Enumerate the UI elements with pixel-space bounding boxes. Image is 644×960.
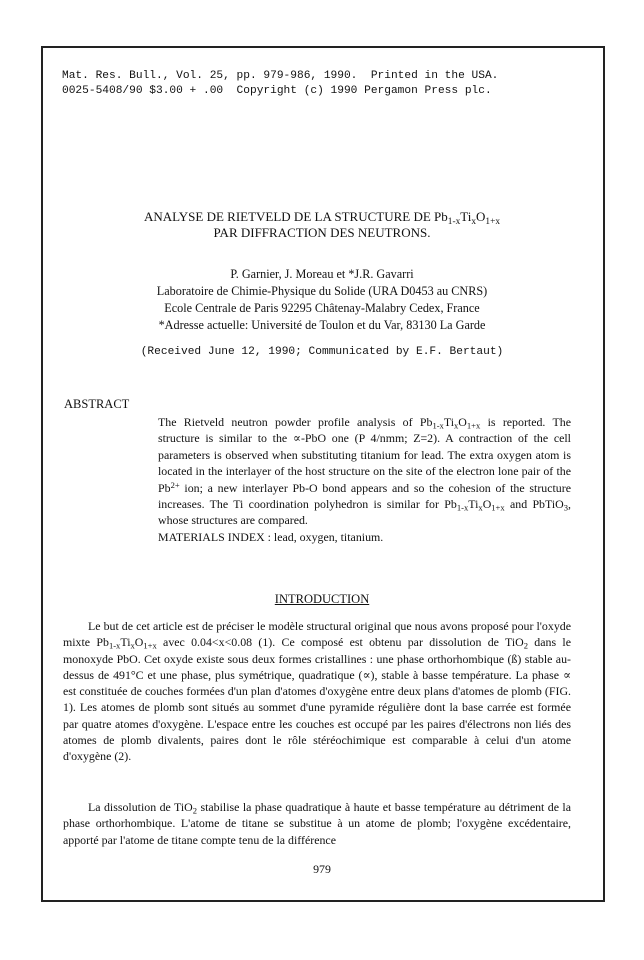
- abstract-text: The Rietveld neutron powder profile analysis of $Pb_{1-x}Ti_xO_{1+x}$ is reported. The structure is similar to the ∝-PbO one (P 4/nmm; Z=2). A contraction of the cell parameters is observed when substituting titanium for lead. The extra oxygen atom is located in the interlayer of the host structure on the site of the electron lone pair of the $Pb^{2+}$ ion; a new interlayer Pb-O bond appears and so the cohesion of the structure increases. The Ti coordination polyhedron is similar for $Pb_{1-x}Ti_xO_{1+x}$ and PbTiO$_3$, whose structures are compared. MATERIALS INDEX : lead, oxygen, titanium.: [158, 415, 572, 544]
- intro-paragraph-2: La dissolution de TiO$_2$ stabilise la phase quadratique à haute et basse température au détriment de la phase orthorhombique. L'atome de titane se substitue à un atome de plomb; l'oxygène excédentaire, apporté par l'atome de titane compte tenu de la différence: [63, 800, 571, 847]
- introduction-heading: INTRODUCTION: [274, 592, 370, 606]
- affiliation-3: *Adresse actuelle: Université de Toulon et du Var, 83130 La Garde: [158, 318, 486, 332]
- author-block: [60, 266, 584, 334]
- affiliation-1: Laboratoire de Chimie-Physique du Solide (URA D0453 au CNRS): [156, 284, 488, 298]
- header-line-2: 0025-5408/90 $3.00 + .00 Copyright (c) 1990 Pergamon Press plc.: [62, 85, 492, 97]
- paper-title-line-1: ANALYSE DE RIETVELD DE LA STRUCTURE DE $Pb_{1-x}Ti_xO_{1+x}$: [143, 209, 501, 227]
- paper-title-line-2: PAR DIFFRACTION DES NEUTRONS.: [213, 225, 431, 240]
- author-names: P. Garnier, J. Moreau et *J.R. Gavarri: [230, 267, 414, 281]
- page-number: 979: [313, 862, 331, 876]
- journal-header: [62, 69, 498, 99]
- header-line-1: Mat. Res. Bull., Vol. 25, pp. 979-986, 1990. Printed in the USA.: [62, 70, 499, 82]
- materials-index: MATERIALS INDEX : lead, oxygen, titanium.: [158, 529, 384, 544]
- received-line: (Received June 12, 1990; Communicated by E.F. Bertaut): [140, 346, 504, 358]
- affiliation-2: Ecole Centrale de Paris 92295 Châtenay-Malabry Cedex, France: [164, 301, 480, 315]
- intro-paragraph-1: Le but de cet article est de préciser le modèle structural original que nous avons proposé pour l'oxyde mixte $Pb_{1-x}Ti_xO_{1+x}$ avec 0.04<x<0.08 (1). Ce composé est obtenu par dissolution de TiO$_2$ dans le monoxyde PbO. Cet oxyde existe sous deux formes cristallines : une phase orthorhombique (ß) stable au-dessus de 491°C et une phase, plus symétrique, quadratique (∝), stable à basse température. La phase ∝ est constituée de couches formées d'un plan d'atomes d'oxygène entre deux plans d'atomes de plomb (FIG. 1). Les atomes de plomb sont situés au sommet d'une pyramide régulière dont la base carrée est formée par quatre atomes d'oxygène. L'espace entre les couches est occupé par les paires d'électrons non liés des atomes de plomb divalents, paires dont le rôle stéréochimique est comparable à celui d'un atome d'oxygène (2).: [63, 619, 571, 764]
- abstract-label: ABSTRACT: [64, 397, 130, 411]
